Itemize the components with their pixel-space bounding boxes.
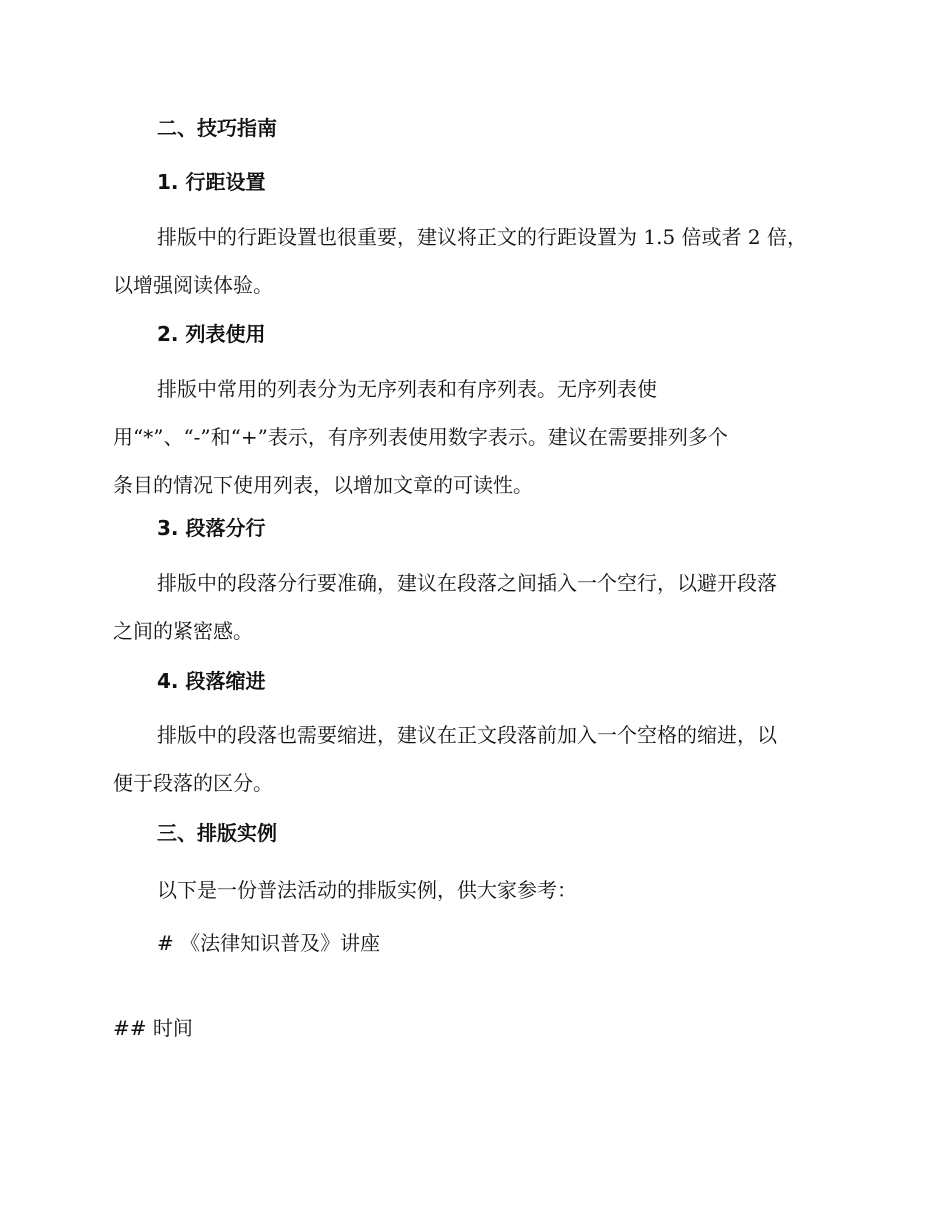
paragraph-line: 排版中的行距设置也很重要，建议将正文的行距设置为 1.5 倍或者 2 倍， xyxy=(157,225,807,249)
subheading-paragraph-indent: 4. 段落缩进 xyxy=(157,669,266,693)
paragraph-line: 条目的情况下使用列表，以增加文章的可读性。 xyxy=(113,473,533,497)
section-title-example: 三、排版实例 xyxy=(157,821,277,845)
paragraph-line-spacing xyxy=(113,213,838,309)
paragraph-line: 排版中的段落也需要缩进，建议在正文段落前加入一个空格的缩进，以 xyxy=(157,723,777,747)
subheading-list-usage: 2. 列表使用 xyxy=(157,322,266,346)
paragraph-paragraph-breaks xyxy=(113,559,838,655)
markdown-h2-line: ## 时间 xyxy=(113,1016,193,1040)
subheading-paragraph-breaks: 3. 段落分行 xyxy=(157,516,266,540)
paragraph-paragraph-indent xyxy=(113,711,838,807)
example-intro: 以下是一份普法活动的排版实例，供大家参考： xyxy=(157,878,577,902)
subheading-line-spacing: 1. 行距设置 xyxy=(157,170,266,194)
paragraph-line: 排版中的段落分行要准确，建议在段落之间插入一个空行，以避开段落 xyxy=(157,571,777,595)
paragraph-line: 以增强阅读体验。 xyxy=(113,273,273,297)
paragraph-list-usage xyxy=(113,365,838,509)
paragraph-line: 用“*”、“-”和“+”表示，有序列表使用数字表示。建议在需要排列多个 xyxy=(113,425,728,449)
paragraph-line: 之间的紧密感。 xyxy=(113,619,253,643)
paragraph-line: 便于段落的区分。 xyxy=(113,771,273,795)
markdown-h1-line: # 《法律知识普及》讲座 xyxy=(157,931,381,955)
section-title-tips: 二、技巧指南 xyxy=(157,116,277,140)
paragraph-line: 排版中常用的列表分为无序列表和有序列表。无序列表使 xyxy=(157,377,657,401)
